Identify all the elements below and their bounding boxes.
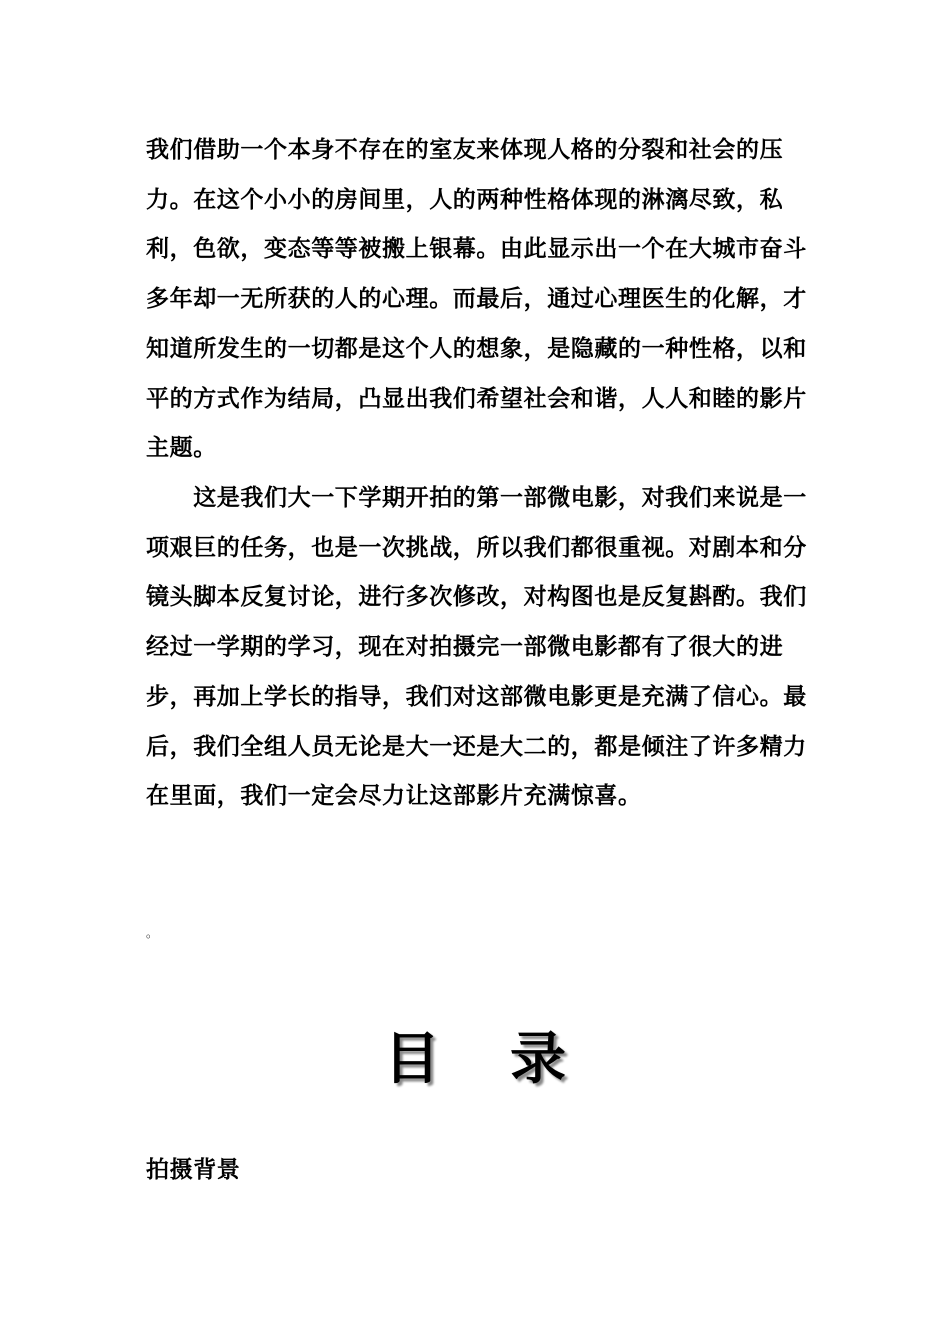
toc-title-char-1: 目: [384, 1027, 440, 1092]
toc-title-char-2: 录: [510, 1027, 566, 1092]
body-paragraph-2: 这是我们大一下学期开拍的第一部微电影，对我们来说是一项艰巨的任务，也是一次挑战，所以我们都很重视。对剧本和分镜头脚本反复讨论，进行多次修改，对构图也是反复斟酌。我们经过一学期的学习，现在对拍摄完一部微电影都有了很大的进步，再加上学长的指导，我们对这部微电影更是充满了信心。最后，我们全组人员无论是大一还是大二的，都是倾注了许多精力在里面，我们一定会尽力让这部影片充满惊喜。: [146, 484, 807, 810]
body-paragraph-1: 我们借助一个本身不存在的室友来体现人格的分裂和社会的压力。在这个小小的房间里，人的两种性格体现的淋漓尽致，私利，色欲，变态等等被搬上银幕。由此显示出一个在大城市奋斗多年却一无所获的人的心理。而最后，通过心理医生的化解，才知道所发生的一切都是这个人的想象，是隐藏的一种性格，以和平的方式作为结局，凸显出我们希望社会和谐，人人和睦的影片主题。: [146, 136, 807, 462]
table-of-contents-title: [0, 1022, 950, 1098]
toc-entry-shooting-background[interactable]: 拍摄背景: [146, 1156, 241, 1183]
stray-punctuation-mark: 。: [146, 926, 159, 940]
